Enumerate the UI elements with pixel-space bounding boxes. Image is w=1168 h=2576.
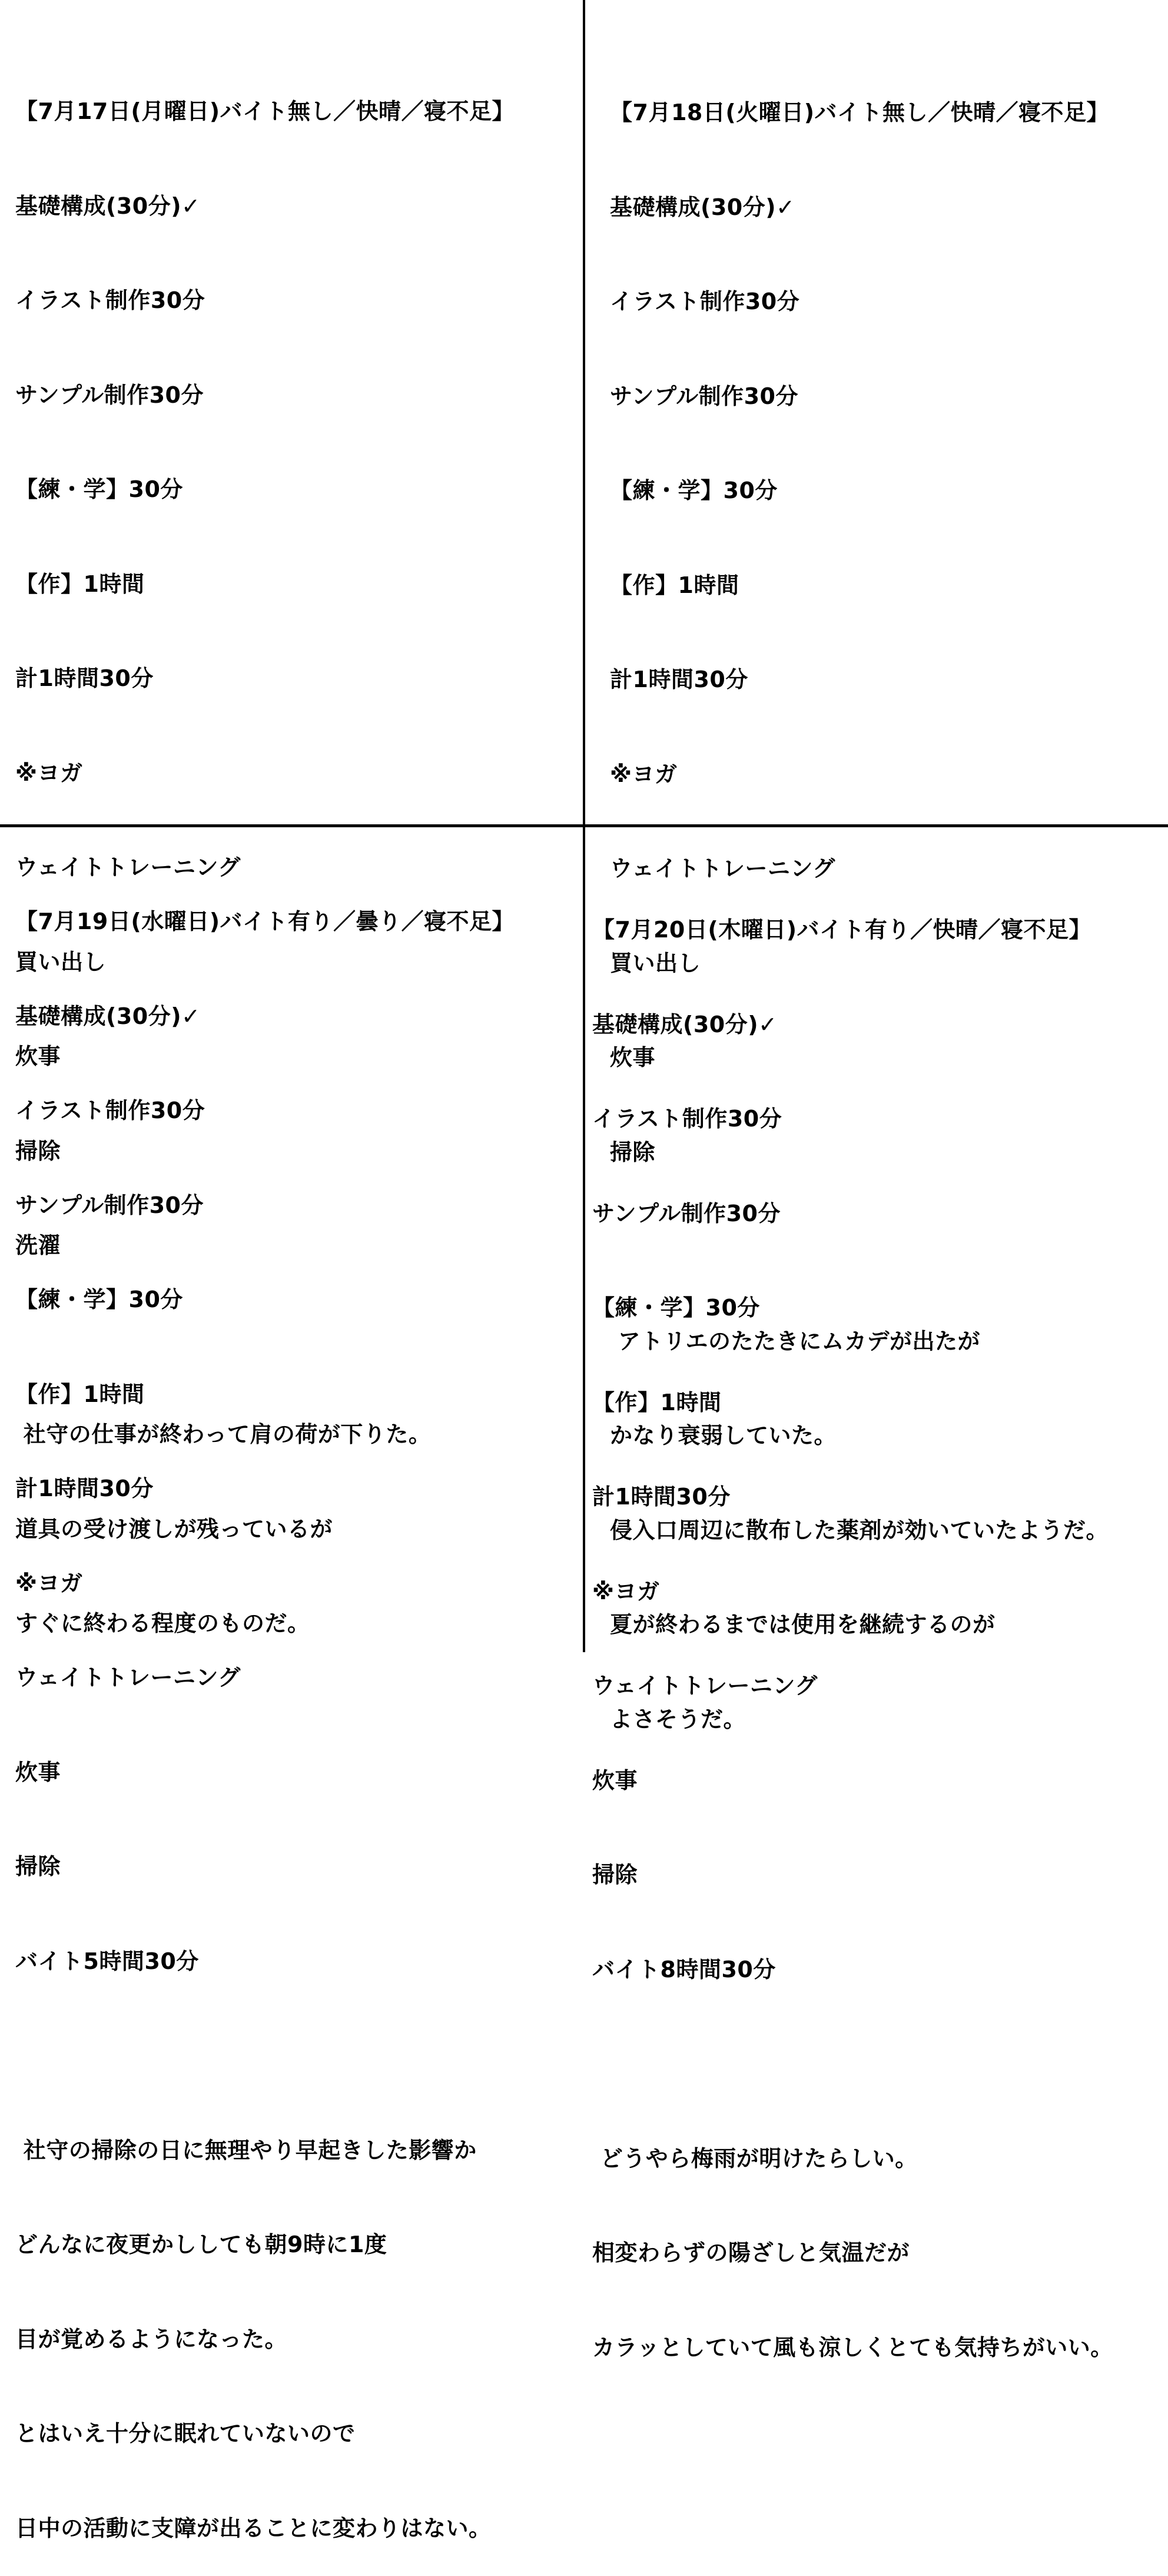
entry-line: ウェイトトレーニング: [610, 856, 835, 881]
entry-line: 掃除: [15, 1854, 61, 1879]
entry-line: 計1時間30分: [592, 1484, 731, 1510]
entry-line: バイト8時間30分: [592, 1956, 776, 1982]
entry-line: 洗濯: [15, 1232, 61, 1258]
entry-line: どうやら梅雨が明けたらしい。: [592, 2145, 918, 2171]
entry-line: [15, 2040, 515, 2072]
entry-line: サンプル制作30分: [592, 1200, 781, 1226]
entry-line: よさそうだ。: [610, 1706, 746, 1732]
entry-line: とはいえ十分に眠れていないので: [15, 2421, 356, 2446]
entry-line: 【練・学】30分: [592, 1295, 760, 1321]
entry-line: カラッとしていて風も涼しくとても気持ちがいい。: [592, 2334, 1113, 2360]
entry-line: 【作】1時間: [15, 571, 145, 597]
entry-line: 計1時間30分: [15, 665, 154, 691]
entry-line: ※ヨガ: [15, 760, 83, 786]
entry-line: ウェイトトレーニング: [15, 1665, 241, 1690]
entry-line: イラスト制作30分: [592, 1106, 782, 1132]
entry-line: 買い出し: [610, 950, 701, 976]
entry-line: 【作】1時間: [610, 572, 739, 598]
entry-line: 掃除: [610, 1139, 656, 1165]
entry-line: 道具の受け渡しが残っているが: [15, 1516, 333, 1542]
entry-header: 【7月17日(月曜日)バイト無し／快晴／寝不足】: [15, 98, 515, 124]
entry-line: 社守の仕事が終わって肩の荷が下りた。: [15, 1421, 432, 1447]
entry-line: 基礎構成(30分)✓: [592, 1011, 778, 1037]
entry-line: イラスト制作30分: [15, 1098, 205, 1123]
entry-line: 計1時間30分: [15, 1476, 154, 1501]
diary-entry-jul19: [15, 843, 515, 2576]
entry-line: イラスト制作30分: [15, 287, 205, 313]
entry-line: サンプル制作30分: [610, 383, 798, 409]
entry-line: ※ヨガ: [610, 761, 678, 787]
entry-line: ※ヨガ: [15, 1570, 83, 1596]
entry-line: 相変わらずの陽ざしと気温だが: [592, 2240, 910, 2266]
entry-line: [592, 2048, 1113, 2080]
entry-line: 【練・学】30分: [15, 476, 183, 502]
entry-line: 計1時間30分: [610, 667, 748, 692]
entry-line: 掃除: [15, 1138, 61, 1164]
entry-line: 炊事: [15, 1759, 61, 1785]
entry-line: 基礎構成(30分)✓: [15, 1003, 201, 1029]
entry-line: 【作】1時間: [15, 1381, 145, 1407]
entry-line: サンプル制作30分: [15, 1192, 204, 1218]
entry-header: 【7月19日(水曜日)バイト有り／曇り／寝不足】: [15, 909, 515, 934]
entry-line: どんなに夜更かししても朝9時に1度: [15, 2232, 387, 2257]
vertical-divider-bottom: [583, 827, 585, 1652]
entry-line: 基礎構成(30分)✓: [610, 194, 795, 220]
entry-line: 基礎構成(30分)✓: [15, 193, 201, 219]
diary-entry-jul20: [592, 851, 1113, 2395]
entry-line: 買い出し: [15, 949, 107, 975]
entry-line: すぐに終わる程度のものだ。: [15, 1610, 310, 1636]
entry-line: 目が覚めるようになった。: [15, 2326, 288, 2352]
entry-line: 炊事: [610, 1045, 656, 1070]
entry-line: 【練・学】30分: [610, 478, 778, 503]
entry-line: 日中の活動に支障が出ることに変わりはない。: [15, 2515, 492, 2541]
entry-line: 炊事: [592, 1767, 638, 1793]
entry-line: ウェイトトレーニング: [592, 1673, 818, 1699]
entry-line: 掃除: [592, 1862, 638, 1888]
entry-line: 侵入口周辺に散布した薬剤が効いていたようだ。: [610, 1517, 1109, 1543]
entry-line: ウェイトトレーニング: [15, 854, 241, 880]
entry-header: 【7月18日(火曜日)バイト無し／快晴／寝不足】: [610, 100, 1110, 125]
entry-header: 【7月20日(木曜日)バイト有り／快晴／寝不足】: [592, 917, 1092, 943]
entry-line: 炊事: [15, 1043, 61, 1069]
entry-line: イラスト制作30分: [610, 289, 800, 314]
entry-line: サンプル制作30分: [15, 382, 204, 408]
vertical-divider-top: [583, 0, 585, 827]
entry-line: 【練・学】30分: [15, 1287, 183, 1312]
entry-line: 夏が終わるまでは使用を継続するのが: [610, 1612, 996, 1637]
entry-line: バイト5時間30分: [15, 1948, 199, 1974]
entry-line: アトリエのたたきにムカデが出たが: [610, 1328, 980, 1354]
entry-line: ※ヨガ: [592, 1578, 660, 1604]
entry-line: 社守の掃除の日に無理やり早起きした影響か: [15, 2137, 477, 2163]
entry-line: 【作】1時間: [592, 1389, 722, 1415]
entry-line: かなり衰弱していた。: [610, 1423, 837, 1448]
